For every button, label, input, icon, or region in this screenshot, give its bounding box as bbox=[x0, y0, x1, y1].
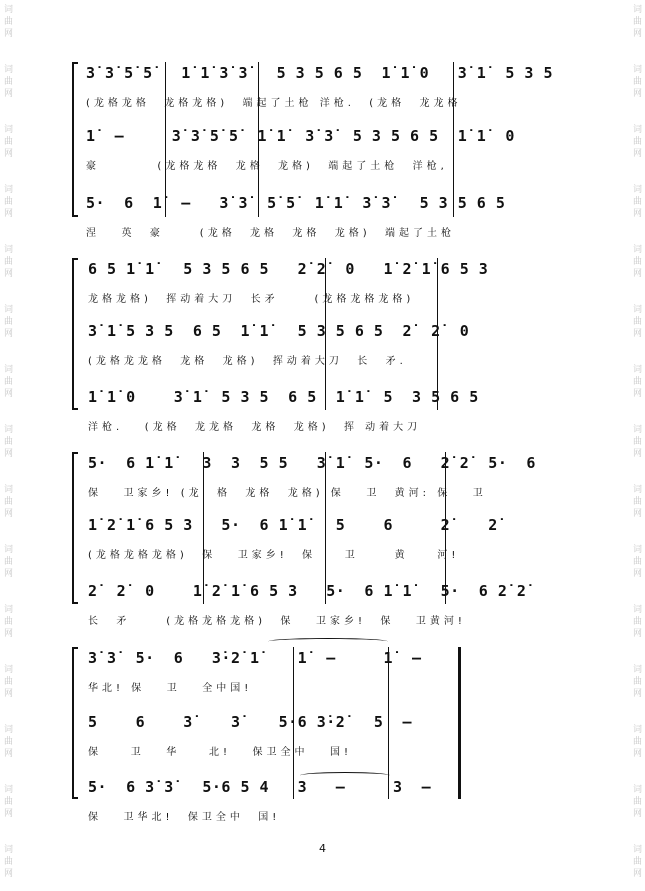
watermark-mark: 词 曲 网 bbox=[632, 605, 642, 639]
watermark-mark: 词 曲 网 bbox=[3, 425, 13, 459]
watermark-left bbox=[0, 0, 16, 891]
notes-staff-2: 3̇ 1̇ 5 3 5 6 5 1̇ 1̇ 5 3 5 6 5 2̇ 2̇ 0 bbox=[88, 322, 470, 340]
lyric-staff-1: 保 卫家乡! (龙 格 龙格 龙格) 保 卫 黄河: 保 卫 bbox=[88, 488, 487, 499]
watermark-mark: 词 曲 网 bbox=[632, 845, 642, 879]
notes-staff-2: 1̇ 2̇ 1̇ 6 5 3 5· 6 1̇ 1̇ 5 6 2̇ 2̇ bbox=[88, 516, 498, 534]
lyric-staff-3: 长 矛 (龙格龙格龙格) 保 卫家乡! 保 卫黄河! bbox=[88, 616, 466, 627]
watermark-mark: 词 曲 网 bbox=[3, 545, 13, 579]
watermark-mark: 词 曲 网 bbox=[3, 185, 13, 219]
watermark-mark: 词 曲 网 bbox=[632, 785, 642, 819]
lyric-staff-2: (龙格龙格龙格) 保 卫家乡! 保 卫 黄 河! bbox=[88, 550, 460, 561]
notes-staff-2: 1̇ — 3̇ 3̇ 5̇ 5̇ 1̇ 1̇ 3̇ 3̇ 5 3 5 6 5 1̇ 1̇ 0 bbox=[86, 127, 515, 145]
notes-staff-1: 6 5 1̇ 1̇ 5 3 5 6 5 2̇ 2̇ 0 1̇ 2̇ 1̇ 6 5 3 bbox=[88, 260, 489, 278]
watermark-right bbox=[629, 0, 645, 891]
watermark-mark: 词 曲 网 bbox=[632, 5, 642, 39]
notes-staff-3: 5· 6 3̇ 3̇ 5·6 5 4 3 — 3 — bbox=[88, 778, 432, 796]
watermark-mark: 词 曲 网 bbox=[632, 65, 642, 99]
watermark-mark: 词 曲 网 bbox=[3, 125, 13, 159]
page-number: 4 bbox=[319, 842, 326, 855]
lyric-staff-1: (龙格龙格 龙格龙格) 端起了土枪 洋枪. (龙格 龙龙格 bbox=[86, 98, 462, 109]
lyric-staff-1: 华北! 保 卫 全中国! bbox=[88, 683, 253, 694]
lyric-staff-3: 保 卫华北! 保卫全中 国! bbox=[88, 812, 281, 823]
system-brace bbox=[72, 62, 80, 217]
watermark-mark: 词 曲 网 bbox=[3, 65, 13, 99]
watermark-mark: 词 曲 网 bbox=[3, 605, 13, 639]
watermark-mark: 词 曲 网 bbox=[3, 245, 13, 279]
lyric-staff-1: 龙格龙格) 挥动着大刀 长矛 (龙格龙格龙格) bbox=[88, 294, 415, 305]
watermark-mark: 词 曲 网 bbox=[632, 305, 642, 339]
watermark-mark: 词 曲 网 bbox=[632, 245, 642, 279]
watermark-mark: 词 曲 网 bbox=[632, 425, 642, 459]
system-brace bbox=[72, 647, 80, 799]
tie-arc bbox=[268, 638, 388, 645]
system-brace bbox=[72, 452, 80, 604]
lyric-staff-3: 洋枪. (龙格 龙龙格 龙格 龙格) 挥 动着大刀 bbox=[88, 422, 422, 433]
watermark-mark: 词 曲 网 bbox=[632, 125, 642, 159]
lyric-staff-2: 豪 (龙格龙格 龙格 龙格) 端起了土枪 洋枪, bbox=[86, 161, 448, 172]
watermark-mark: 词 曲 网 bbox=[632, 725, 642, 759]
watermark-mark: 词 曲 网 bbox=[3, 665, 13, 699]
watermark-mark: 词 曲 网 bbox=[3, 725, 13, 759]
watermark-mark: 词 曲 网 bbox=[3, 365, 13, 399]
watermark-mark: 词 曲 网 bbox=[3, 485, 13, 519]
notes-staff-3: 2̇ 2̇ 0 1̇ 2̇ 1̇ 6 5 3 5· 6 1̇ 1̇ 5· 6 2̇ 2̇ bbox=[88, 582, 527, 600]
lyric-staff-2: 保 卫 华 北! 保卫全中 国! bbox=[88, 747, 353, 758]
watermark-mark: 词 曲 网 bbox=[3, 5, 13, 39]
watermark-mark: 词 曲 网 bbox=[3, 845, 13, 879]
watermark-mark: 词 曲 网 bbox=[632, 185, 642, 219]
watermark-mark: 词 曲 网 bbox=[3, 785, 13, 819]
notes-staff-1: 5· 6 1̇ 1̇ 3 3 5 5 3̇ 1̇ 5· 6 2̇ 2̇ 5· 6 bbox=[88, 454, 536, 472]
system-brace bbox=[72, 258, 80, 410]
watermark-mark: 词 曲 网 bbox=[3, 305, 13, 339]
lyric-staff-2: (龙格龙龙格 龙格 龙格) 挥动着大刀 长 矛. bbox=[88, 356, 407, 367]
lyric-staff-3: 涅 英 豪 (龙格 龙格 龙格 龙格) 端起了土枪 bbox=[86, 228, 456, 239]
watermark-mark: 词 曲 网 bbox=[632, 485, 642, 519]
final-barline bbox=[458, 647, 461, 799]
notes-staff-1: 3̇ 3̇ 5· 6 3̇·2̇ 1̇ 1̇ — 1̇ — bbox=[88, 649, 422, 667]
watermark-mark: 词 曲 网 bbox=[632, 665, 642, 699]
notes-staff-3: 1̇ 1̇ 0 3̇ 1̇ 5 3 5 6 5 1̇ 1̇ 5 3 5 6 5 bbox=[88, 388, 479, 406]
notes-staff-1: 3̇ 3̇ 5̇ 5̇ 1̇ 1̇ 3̇ 3̇ 5 3 5 6 5 1̇ 1̇ 0 3̇ 1̇ 5 3 5 bbox=[86, 64, 554, 82]
watermark-mark: 词 曲 网 bbox=[632, 365, 642, 399]
notes-staff-2: 5 6 3̇ 3̇ 5·6 3̇·2̇ 5 — bbox=[88, 713, 413, 731]
notes-staff-3: 5· 6 1̇ — 3̇ 3̇ 5̇ 5̇ 1̇ 1̇ 3̇ 3̇ 5 3 5 6 5 bbox=[86, 194, 506, 212]
watermark-mark: 词 曲 网 bbox=[632, 545, 642, 579]
